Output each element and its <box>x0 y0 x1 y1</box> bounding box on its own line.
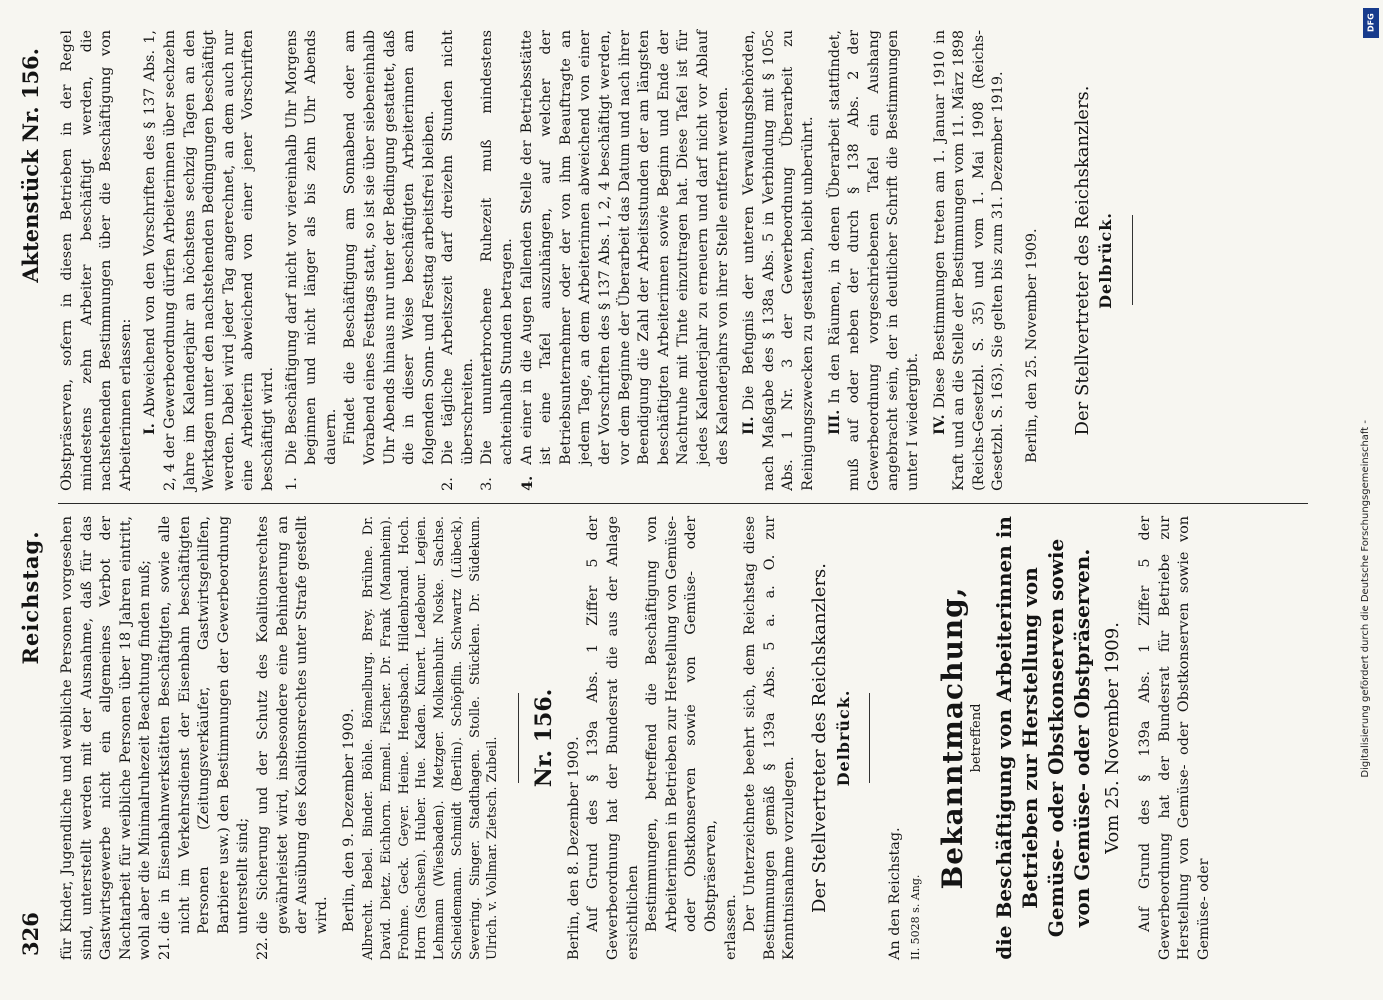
item-number: 4. <box>518 475 536 491</box>
reference-number: II. 5028 s. Ang. <box>908 874 922 960</box>
header-center: Reichstag. <box>18 530 43 665</box>
section-III <box>825 30 924 491</box>
signature-name: Delbrück. <box>1096 212 1116 309</box>
announcement-betreffend: betreffend <box>968 703 984 773</box>
list-item <box>518 30 734 491</box>
section-text: Diese Bestimmungen treten am 1. Januar 1910 in Kraft und an die Stelle der Bestimmungen vom 11. März 1898 (Reichs-Gesetzbl. S. 35) und vom 1. Mai 1908 (Reichs-Gesetzbl. S. 163). Sie gelten bis zum 31. Dezember 1919. <box>931 30 1007 491</box>
signature-title: Der Stellvertreter des Reichskanzlers. <box>1071 85 1093 436</box>
item-number: 1. <box>283 477 300 491</box>
item-text: die in Eisenbahnwerkstätten Beschäftigten, sowie alle nicht im Verkehrsdienst der Eisenbahn beschäftigten Personen (Zeitungsverkäufer, Gastwirtsgehilfen, Barbiere usw.) den Bestimmungen der Gewerbeordnung unterstellt sind; <box>156 515 252 934</box>
date-line: Berlin, den 9. Dezember 1909. <box>341 708 358 932</box>
section-II <box>739 30 818 491</box>
item-number: 21. <box>156 937 173 960</box>
item-text: An einer in die Augen fallenden Stelle der Betriebsstätte ist eine Tafel auszuhängen, auf welcher der Betriebsunternehmer oder der von ihm Beauftragte an jedem Tage, an dem Arbeiterinnen abweichend von einer der Vorschriften des § 137 Abs. 1, 2, 4 beschäftigt werden, vor dem Beginne der Überarbeit das Datum und nach ihrer Beendigung die Zahl der Arbeitsstunden der am längsten beschäftigten Arbeiterinnen sowie Beginn und Ende der Nachtruhe mit Tinte einzutragen hat. Diese Tafel ist für jedes Kalenderjahr zu erneuern und darf nicht vor Ablauf des Kalenderjahrs von ihrer Stelle entfernt werden. <box>518 30 731 465</box>
paragraph: Auf Grund des § 139a Abs. 1 Ziffer 5 der Gewerbeordnung hat der Bundesrat für Betriebe zur Herstellung von Gemüse- oder Obstkonserven sowie von Gemüse- oder <box>1137 515 1212 960</box>
item-text: Die tägliche Arbeitszeit darf dreizehn Stunden nicht überschreiten. <box>440 30 476 465</box>
signature-title: Der Stellvertreter des Reichskanzlers. <box>809 562 830 913</box>
paragraph: für Kinder, Jugendliche und weibliche Personen vorgesehen sind, unterstellt werden mit der Ausnahme, daß für das Gastwirtsgewerbe nicht ein allgemeines Verbot der Nachtarbeit für weibliche Personen über 18 Jahren eintritt, wohl aber die Minimalruhezeit Beachtung finden muß; <box>59 515 154 960</box>
right-column <box>58 30 1308 504</box>
announcement-subject: die Beschäftigung von Arbeiterinnen in Betrieben zur Herstellung von Gemüse- oder Obstkonserven sowie von Gemüse- oder Obstpräserven. <box>991 516 1094 960</box>
divider <box>869 693 870 783</box>
list-item <box>254 516 332 960</box>
section-I <box>140 30 278 491</box>
list-item <box>439 30 478 491</box>
list-item <box>478 30 517 491</box>
divider <box>518 693 519 783</box>
section-text: Die Befugnis der unteren Verwaltungsbehörden, nach Maßgabe des § 138a Abs. 5 in Verbindung mit § 105c Abs. 1 Nr. 3 der Gewerbeordnung Überarbeit zu Reinigungszwecken zu gestatten, bleibt unberührt. <box>741 30 816 491</box>
item-text: Die ununterbrochene Ruhezeit muß mindestens achteinhalb Stunden betragen. <box>479 30 516 465</box>
section-IV <box>930 30 1009 491</box>
dfg-logo: DFG <box>1363 8 1379 38</box>
left-column <box>58 504 1308 960</box>
date-line: Berlin, den 8. Dezember 1909. <box>565 736 582 960</box>
paragraph: Findet die Beschäftigung am Sonnabend oder am Vorabend eines Festtags statt, so ist sie über siebeneinhalb Uhr Abends hinaus nur unter der Bedingung gestattet, daß die in dieser Weise beschäftigten Arbeiterinnen am folgenden Sonn- und Festtag arbeitsfrei bleiben. <box>342 30 437 465</box>
paragraph: erlassen. <box>722 894 739 960</box>
paragraph: Obstpräserven, sofern in diesen Betrieben in der Regel mindestens zehn Arbeiter beschäftigt werden, die nachstehenden Bestimmungen über die Beschäftigung von Arbeiterinnen erlassen: <box>59 30 134 491</box>
page-header <box>18 48 58 956</box>
signatories: Albrecht. Bebel. Binder. Böhle. Bömelburg. Brey. Brühne. Dr. David. Dietz. Eichhorn. Emmel. Fischer. Dr. Frank (Mannheim). Frohme. Geck. Geyer. Heine. Hengsbach. Hildenbrand. Hoch. Horn (Sachsen). Huber. Hue. Kaden. Kunert. Ledebour. Legien. Lehmann (Wiesbaden). Metzger. Molkenbuhr. Noske. Sachse. Scheidemann. Schmidt (Berlin). Schöpflin. Schwartz (Lübeck). Severing. Singer. Stadthagen. Stolle. Stücklen. Dr. Südekum. Ulrich. v. Vollmar. Zietsch. Zubeil. <box>360 515 501 960</box>
section-label: II. <box>740 416 758 435</box>
header-document: Aktenstück Nr. 156. <box>18 48 43 283</box>
item-text: die Sicherung und der Schutz des Koalitionsrechtes gewährleistet wird, insbesondere eine Behinderung an der Ausübung des Koalitionsrechtes unter Strafe gestellt wird. <box>254 515 330 934</box>
section-label: I. <box>141 423 159 435</box>
text-columns <box>58 30 1308 960</box>
signature-name: Delbrück. <box>833 689 853 787</box>
section-text: Abweichend von den Vorschriften des § 137 Abs. 1, 2, 4 der Gewerbeordnung dürfen Arbeiterinnen über sechzehn Jahre im Kalenderjahr an höchstens sechzig Tagen an den Werktagen unter den nachstehenden Bedingungen beschäftigt werden. Dabei wird jeder Tag angerechnet, an dem auch nur eine Arbeiterin abweichend von einer jener Vorschriften beschäftigt wird. <box>142 30 276 491</box>
item-number: 22. <box>254 937 271 960</box>
section-label: III. <box>825 409 843 435</box>
document-number: Nr. 156. <box>531 688 558 788</box>
list-item <box>156 516 254 960</box>
item-text: Die Beschäftigung darf nicht vor viereinhalb Uhr Morgens beginnen und nicht länger als bis zehn Uhr Abends dauern. <box>283 30 339 465</box>
divider <box>1132 215 1133 305</box>
date-line: Berlin, den 25. November 1909. <box>1023 228 1040 463</box>
item-number: 3. <box>479 477 496 491</box>
paragraph: Bestimmungen, betreffend die Beschäftigung von Arbeiterinnen in Betrieben zur Herstellung von Gemüse- oder Obstkonserven sowie von Gemüse- oder Obstpräserven, <box>644 515 720 932</box>
section-label: IV. <box>930 414 948 435</box>
paragraph: Auf Grund des § 139a Abs. 1 Ziffer 5 der Gewerbeordnung hat der Bundesrat die aus der Anlage ersichtlichen <box>585 515 641 960</box>
list-item <box>283 30 342 491</box>
paragraph: Der Unterzeichnete beehrt sich, dem Reichstag diese Bestimmungen gemäß § 139a Abs. 5 a. a. O. zur Kenntnisnahme vorzulegen. <box>742 515 798 960</box>
announcement-date: Vom 25. November 1909. <box>1101 622 1123 854</box>
section-text: In den Räumen, in denen Überarbeit stattfindet, muß auf oder neben der durch § 138 Abs. 2 der Gewerbeordnung vorgeschriebenen Tafel ein Aushang angebracht sein, der in deutlicher Schrift die Bestimmungen unter I wiedergibt. <box>826 30 921 491</box>
page-number: 326 <box>18 912 43 956</box>
digitization-credit: Digitalisierung gefördert durch die Deutsche Forschungsgemeinschaft - <box>1360 420 1371 778</box>
addressee: An den Reichstag. <box>887 827 904 960</box>
item-number: 2. <box>440 477 457 491</box>
announcement-title: Bekanntmachung, <box>936 586 970 890</box>
